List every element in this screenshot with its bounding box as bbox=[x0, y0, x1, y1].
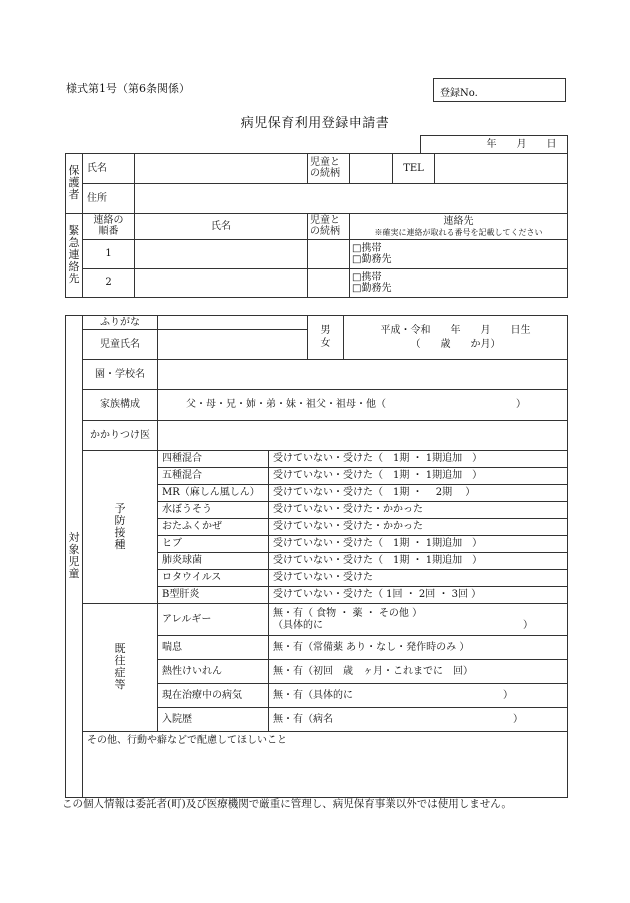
vaccine-name: 水ぼうそう bbox=[158, 502, 269, 519]
vaccine-status[interactable]: 受けていない・受けた（ 1期 ・ 1期追加 ） bbox=[269, 451, 568, 468]
emergency-relation-1-field[interactable] bbox=[308, 240, 350, 269]
vaccine-name: 四種混合 bbox=[158, 451, 269, 468]
guardian-address-label: 住所 bbox=[83, 184, 135, 214]
registration-no-box[interactable] bbox=[433, 78, 566, 102]
child-name-field[interactable] bbox=[158, 330, 308, 360]
emergency-contact-header: 連絡先 ※確実に連絡が取れる番号を記載してください bbox=[350, 214, 568, 240]
mobile-checkbox-2[interactable]: □携帯 bbox=[352, 271, 382, 283]
guardian-name-label: 氏名 bbox=[83, 154, 135, 184]
family-options[interactable]: 父・母・兄・姉・弟・妹・祖父・祖母・他（ ） bbox=[158, 390, 568, 421]
vaccine-status[interactable]: 受けていない・受けた（ 1期 ・ 1期追加 ） bbox=[269, 468, 568, 485]
allergy-label: アレルギー bbox=[158, 604, 269, 636]
work-checkbox-1[interactable]: □勤務先 bbox=[352, 254, 392, 265]
application-date[interactable]: 年 月 日 bbox=[420, 136, 567, 154]
birth-date-field[interactable]: 平成・令和 年 月 日生 （ 歳 か月） bbox=[344, 316, 568, 360]
vaccine-status[interactable]: 受けていない・受けた（ 1期 ・ 2期 ） bbox=[269, 485, 568, 502]
page-title: 病児保育利用登録申請書 bbox=[240, 116, 390, 131]
sex-select[interactable]: 男 女 bbox=[308, 316, 344, 360]
vaccine-status[interactable]: 受けていない・受けた（ 1期 ・ 1期追加 ） bbox=[269, 553, 568, 570]
febrile-field[interactable]: 無・有（初回 歳 ヶ月・これまでに 回） bbox=[269, 660, 568, 684]
work-checkbox-2[interactable]: □勤務先 bbox=[352, 283, 392, 294]
guardian-address-field[interactable] bbox=[135, 184, 568, 214]
guardian-tel-label: TEL bbox=[393, 154, 435, 184]
mobile-checkbox-1[interactable]: □携帯 bbox=[352, 242, 382, 254]
emergency-order-2: 2 bbox=[83, 269, 135, 298]
vaccine-status[interactable]: 受けていない・受けた bbox=[269, 570, 568, 587]
guardian-relation-label: 児童との続柄 bbox=[308, 154, 350, 184]
vaccine-name: MR（麻しん風しん） bbox=[158, 485, 269, 502]
emergency-order-1: 1 bbox=[83, 240, 135, 269]
vaccine-name: ロタウイルス bbox=[158, 570, 269, 587]
asthma-field[interactable]: 無・有（常備薬 あり・なし・発作時のみ ） bbox=[269, 636, 568, 660]
emergency-order-label: 連絡の順番 bbox=[83, 214, 135, 240]
date-table bbox=[65, 135, 568, 154]
other-notes-field[interactable] bbox=[83, 732, 568, 798]
emergency-relation-2-field[interactable] bbox=[308, 269, 350, 298]
febrile-label: 熱性けいれん bbox=[158, 660, 269, 684]
registration-no-label: 登録No. bbox=[440, 88, 478, 99]
guardian-relation-field[interactable] bbox=[350, 154, 393, 184]
doctor-field[interactable] bbox=[158, 421, 568, 451]
child-table bbox=[65, 315, 568, 798]
guardian-tel-field[interactable] bbox=[435, 154, 568, 184]
vaccine-name: B型肝炎 bbox=[158, 587, 269, 604]
child-section-label: 対象児童 bbox=[66, 316, 83, 798]
school-field[interactable] bbox=[158, 360, 568, 390]
emergency-name-1-field[interactable] bbox=[135, 240, 308, 269]
emergency-contact-1[interactable] bbox=[350, 240, 568, 269]
vaccine-status[interactable]: 受けていない・受けた・かかった bbox=[269, 502, 568, 519]
furigana-field[interactable] bbox=[158, 316, 308, 330]
asthma-label: 喘息 bbox=[158, 636, 269, 660]
emergency-section-label: 緊急連絡先 bbox=[66, 214, 83, 298]
hospital-history-label: 入院歴 bbox=[158, 708, 269, 732]
vaccine-status[interactable]: 受けていない・受けた（ 1回 ・ 2回 ・ 3回 ） bbox=[269, 587, 568, 604]
allergy-field[interactable]: 無・有（ 食物 ・ 薬 ・ その他 ） （具体的に ） bbox=[269, 604, 568, 636]
current-illness-label: 現在治療中の病気 bbox=[158, 684, 269, 708]
vaccine-status[interactable]: 受けていない・受けた・かかった bbox=[269, 519, 568, 536]
doctor-label: かかりつけ医 bbox=[83, 421, 158, 451]
vaccine-name: ヒブ bbox=[158, 536, 269, 553]
hospital-history-field[interactable]: 無・有（病名 ） bbox=[269, 708, 568, 732]
vaccination-label: 予防接種 bbox=[83, 451, 158, 604]
history-label: 既往症等 bbox=[83, 604, 158, 732]
vaccine-name: 五種混合 bbox=[158, 468, 269, 485]
form-number: 様式第1号（第6条関係） bbox=[66, 82, 190, 95]
emergency-contact-2[interactable] bbox=[350, 269, 568, 298]
furigana-label: ふりがな bbox=[83, 316, 158, 330]
vaccine-status[interactable]: 受けていない・受けた（ 1期 ・ 1期追加 ） bbox=[269, 536, 568, 553]
guardian-name-field[interactable] bbox=[135, 154, 308, 184]
guardian-section-label: 保護者 bbox=[66, 154, 83, 214]
emergency-relation-label: 児童との続柄 bbox=[308, 214, 350, 240]
child-name-label: 児童氏名 bbox=[83, 330, 158, 360]
guardian-table bbox=[65, 153, 568, 298]
other-notes-label: その他、行動や癖などで配慮してほしいこと bbox=[87, 735, 287, 746]
vaccine-name: おたふくかぜ bbox=[158, 519, 269, 536]
privacy-footer: この個人情報は委託者(町)及び医療機関で厳重に管理し、病児保育事業以外では使用しません。 bbox=[62, 798, 512, 810]
family-label: 家族構成 bbox=[83, 390, 158, 421]
emergency-name-2-field[interactable] bbox=[135, 269, 308, 298]
school-label: 園・学校名 bbox=[83, 360, 158, 390]
emergency-name-label: 氏名 bbox=[135, 214, 308, 240]
vaccine-name: 肺炎球菌 bbox=[158, 553, 269, 570]
current-illness-field[interactable]: 無・有（具体的に ） bbox=[269, 684, 568, 708]
